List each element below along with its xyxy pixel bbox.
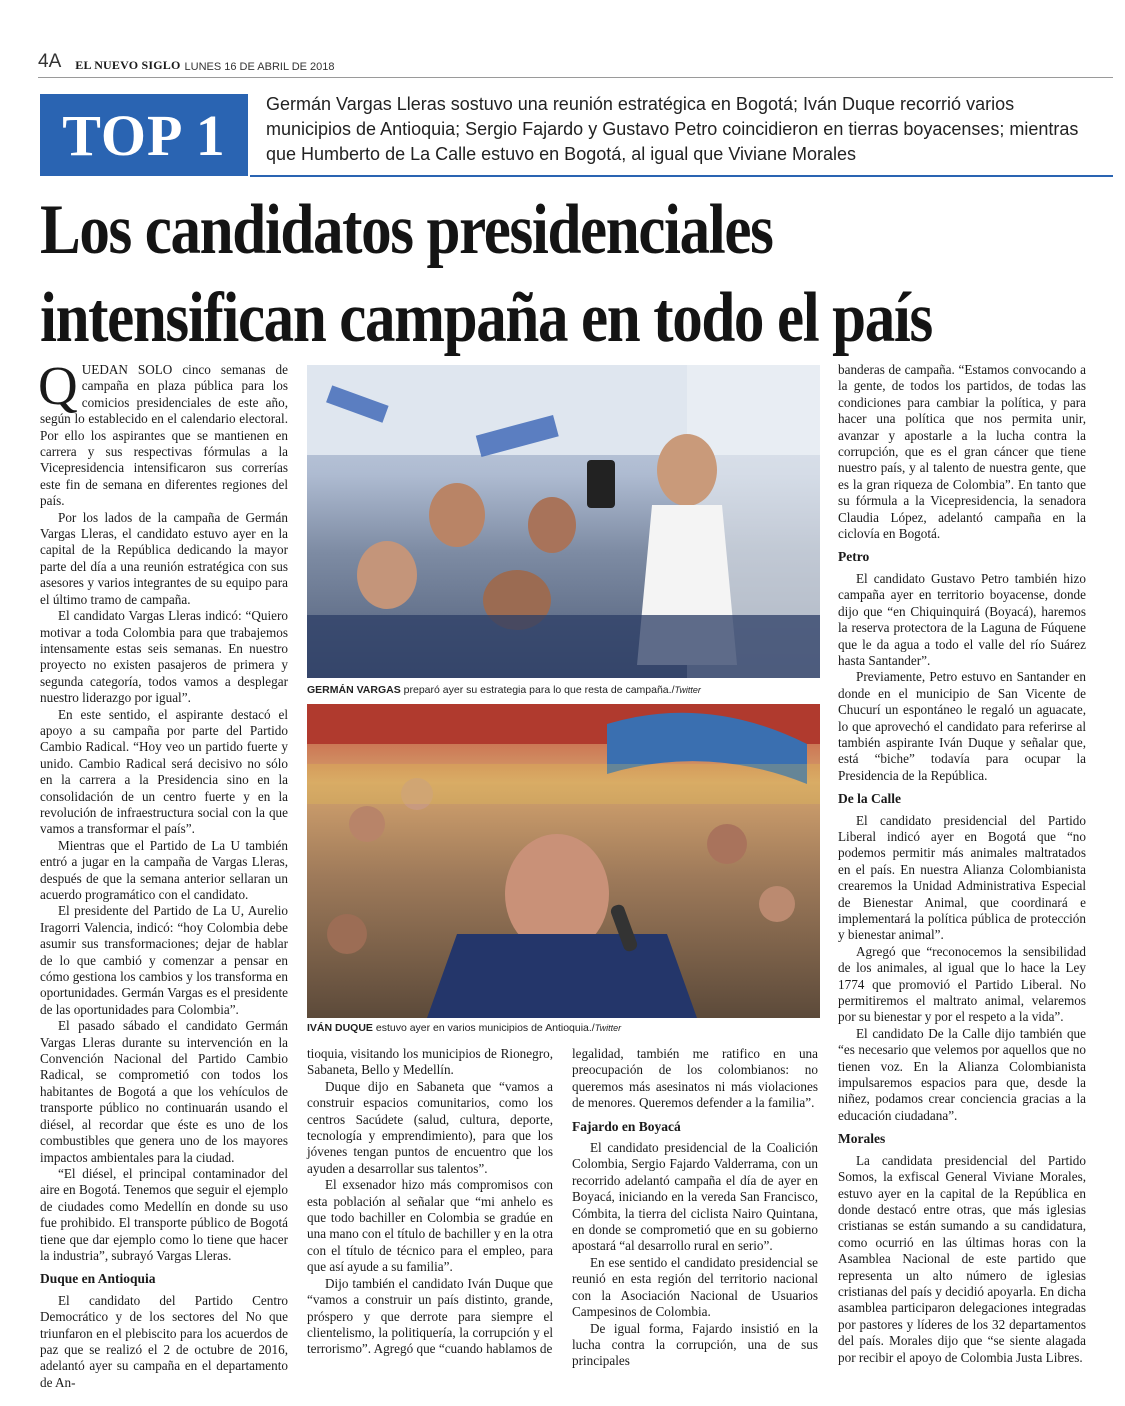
paragraph: El candidato Gustavo Petro también hizo campaña ayer en territorio boyacense, donde dijo que “en Chiquinquirá (Boyacá), haremos la reserva protectora de la Laguna de Fúquene que le da agua a todo el valle del río Suárez hasta Santander”. [838, 570, 1086, 668]
headline-line-1: Los candidatos presidenciales [40, 191, 773, 269]
headline-line-2: intensifican campaña en todo el país [40, 279, 932, 357]
caption-text: preparó ayer su estrategia para lo que resta de campaña./ [400, 684, 675, 696]
paragraph: “El diésel, el principal contaminador del aire en Bogotá. Tenemos que seguir el ejemplo de ciudades como Medellín en donde su uso fue prohibido. El transporte público de Bogotá tiene que dar ejemplo como lo tiene que hacer la industria”, subrayó Vargas Lleras. [40, 1165, 288, 1263]
article-column-2 [307, 1046, 553, 1358]
paragraph: El candidato del Partido Centro Democrático y de los sectores del No que triunfaron en el plebiscito para los acuerdos de paz que se realizó el 2 de octubre de 2016, adelantó ayer su campaña en el departamento de An- [40, 1292, 288, 1390]
paragraph: El candidato presidencial de la Coalición Colombia, Sergio Fajardo Valderrama, con un recorrido adelantó campaña el día de ayer en Boyacá, iniciando en la vereda San Francisco, Cómbita, la tierra del ciclista Nairo Quintana, en donde se comprometió que en su gobierno apostará “al desarrollo rural en serio”. [572, 1140, 818, 1254]
paragraph [38, 355, 288, 510]
paragraph: tioquia, visitando los municipios de Rionegro, Sabaneta, Bello y Medellín. [307, 1046, 553, 1078]
photo-credit: Twitter [674, 685, 701, 695]
page-folio [38, 50, 1113, 78]
paragraph: Duque dijo en Sabaneta que “vamos a construir espacios comunitarios, como los centros Sacúdete (salud, cultura, deporte, tecnología y emprendimiento), para que los jóvenes tengan puntos de encuentro que los ayuden a desarrollar sus talentos”. [307, 1078, 553, 1176]
article-column-1 [38, 355, 288, 1391]
paragraph: El exsenador hizo más compromisos con esta población al señalar que “mi anhelo es que todo bachiller en Colombia se gradúe en una mano con el título de bachiller y en la otra con el título de técnico para el empleo, para que así ayude a su familia”. [307, 1177, 553, 1275]
drop-cap: Q [38, 355, 78, 416]
caption-name: GERMÁN VARGAS [307, 684, 401, 696]
subhead-fajardo: Fajardo en Boyacá [572, 1118, 681, 1134]
paragraph: Por los lados de la campaña de Germán Vargas Lleras, el candidato estuvo ayer en la capital de la República dedicando la mayor parte del día a una reunión estratégica con sus asesores y varios integrantes de su equipo para el último tramo de campaña. [40, 509, 288, 607]
page-number: 4A [38, 51, 62, 72]
crowd-photo-graphic [307, 365, 820, 678]
subhead-duque: Duque en Antioquia [40, 1271, 156, 1287]
photo-credit: Twitter [594, 1023, 622, 1033]
paragraph: El candidato De la Calle dijo también que “es necesario que velemos por aquellos que no tienen voz. En la Alianza Colombianista impulsaremos espacios para que, desde la niñez, podamos crear conciencia gracias a la educación ciudadana”. [838, 1025, 1086, 1123]
kicker-text: Germán Vargas Lleras sostuvo una reunión estratégica en Bogotá; Iván Duque recorrió varios municipios de Antioquia; Sergio Fajardo y Gustavo Petro coincidieron en tierras boyacenses; mientras que Humberto de La Calle estuvo en Bogotá, al igual que Viviane Morales [266, 94, 1079, 164]
newspaper-name: EL NUEVO SIGLO [75, 58, 181, 72]
paragraph-text: UEDAN SOLO cinco semanas de campaña en plaza pública para los comicios presidenciales de este año, según lo establecido en el calendario electoral. Por ello los aspirantes que se mantienen en carrera y sus respectivas fórmulas a la Vicepresidencia intensificaron sus correrías este fin de semana en diferentes regiones del país. [40, 362, 288, 509]
paragraph: De igual forma, Fajardo insistió en la lucha contra la corrupción, una de sus principales [572, 1320, 818, 1369]
caption-name: IVÁN DUQUE [307, 1022, 373, 1034]
headline [40, 186, 965, 362]
paragraph: En ese sentido el candidato presidencial se reunió en esta región del territorio nacional con la Asociación Nacional de Usuarios Campesinos de Colombia. [572, 1254, 818, 1320]
paragraph: Mientras que el Partido de La U también entró a jugar en la campaña de Vargas Lleras, después de que la semana anterior sellaran un acuerdo programático con el candidato. [40, 837, 288, 902]
subhead-petro: Petro [838, 549, 870, 565]
section-label: TOP 1 [62, 102, 226, 168]
paragraph: El candidato presidencial del Partido Liberal indicó ayer en Bogotá que “no podemos permitir más animales maltratados en el país. En nuestra Alianza Colombianista crearemos la Unidad Administrativa Especial de Bienestar Animal, que coordinará e implementará la política pública de protección y bienestar animal”. [838, 812, 1086, 943]
caption-text: estuvo ayer en varios municipios de Antioquia./ [372, 1022, 595, 1034]
photo-german-vargas [307, 365, 820, 678]
kicker-rule [250, 175, 1113, 177]
paragraph: Dijo también el candidato Iván Duque que “vamos a construir un país distinto, grande, próspero y que derrote para siempre el clientelismo, la politiquería, la corrupción y el terrorismo”. Agregó que “cuando hablamos de [307, 1275, 553, 1357]
paragraph: El presidente del Partido de La U, Aurelio Iragorri Valencia, indicó: “hoy Colombia debe asumir sus transformaciones; dejar de hablar de lo que cambió y comenzar a pensar en cómo gestiona los cambios y los transforma en oportunidades. Germán Vargas es el presidente de las oportunidades para Colombia”. [40, 903, 288, 1017]
photo-caption-2 [307, 1022, 621, 1034]
subhead-de-la-calle: De la Calle [838, 791, 901, 807]
article-column-4 [838, 362, 1086, 1366]
paragraph: El pasado sábado el candidato Germán Vargas Lleras durante su intervención en la Convención Nacional del Partido Cambio Radical, se comprometió con todos los habitantes de Bogotá a que los vehículos de transporte público no continuarán usando el diésel, al recordar que éste es uno de los combustibles que genera uno de los mayores impactos ambientales para la ciudad. [40, 1018, 288, 1165]
paragraph: La candidata presidencial del Partido Somos, la exfiscal General Viviane Morales, estuvo ayer en la capital de la República en donde destacó entre otras, que más iglesias cristianas se están sumando a su candidatura, como ocurrió en las últimas horas con la Asamblea Nacional de este partido que representa un alto número de iglesias cristianas del país y decidió apoyarla. En dicha asamblea participaron delegaciones integradas por pastores y líderes de los 32 departamentos del país. Morales dijo que “se siente alagada por recibir el apoyo de Colombia Justa Libres. [838, 1152, 1086, 1365]
subhead-morales: Morales [838, 1131, 886, 1147]
paragraph: Previamente, Petro estuvo en Santander en donde en el municipio de San Vicente de Chucurí un espontáneo le regaló un aguacate, lo que aprovechó el candidato para referirse al también aspirante Iván Duque y señalar que, está “biche” todavía para ocupar la Presidencia de la República. [838, 669, 1086, 783]
paragraph: Agregó que “reconocemos la sensibilidad de los animales, al igual que lo hace la Ley 1774 que promovió el Partido Liberal. No permitiremos el maltrato animal, velaremos por su bienestar y por el respeto a la vida”. [838, 943, 1086, 1025]
photo-caption-1 [307, 684, 701, 696]
paragraph: El candidato Vargas Lleras indicó: “Quiero motivar a toda Colombia para que trabajemos intensamente estas seis semanas. En nuestro proyecto no existen pasajeros de primera y segunda categoría, todos vamos a desplegar nuestro liderazgo por igual”. [40, 608, 288, 706]
paragraph: En este sentido, el aspirante destacó el apoyo a su campaña por parte del Partido Cambio Radical. “Hoy veo un partido fuerte y unido. Cambio Radical será decisivo no sólo en la carrera a la Presidencia sino en la consolidación de un centro fuerte y en la revolución de infraestructura social con la que vamos a transformar el país”. [40, 706, 288, 837]
photo-ivan-duque [307, 704, 820, 1018]
section-label-box [40, 94, 248, 176]
paragraph: legalidad, también me ratifico en una preocupación de los colombianos: no queremos más asesinatos ni más violaciones de menores. Queremos defender a la familia”. [572, 1046, 818, 1111]
paragraph: banderas de campaña. “Estamos convocando a la gente, de todos los partidos, de todas las condiciones para cambiar la política, y para hacer una política que nos permita unir, avanzar y apostarle a la lucha contra la corrupción, que es el gran cáncer que tiene nuestro país, y al talento de nuestra gente, que es la gran riqueza de Colombia”. En tanto que su fórmula a la Vicepresidencia, la senadora Claudia López, adelantó campaña en la ciclovía en Bogotá. [838, 362, 1086, 542]
crowd-photo-graphic [307, 704, 820, 1018]
issue-date: LUNES 16 DE ABRIL DE 2018 [184, 61, 335, 73]
article-column-3 [572, 1046, 818, 1370]
